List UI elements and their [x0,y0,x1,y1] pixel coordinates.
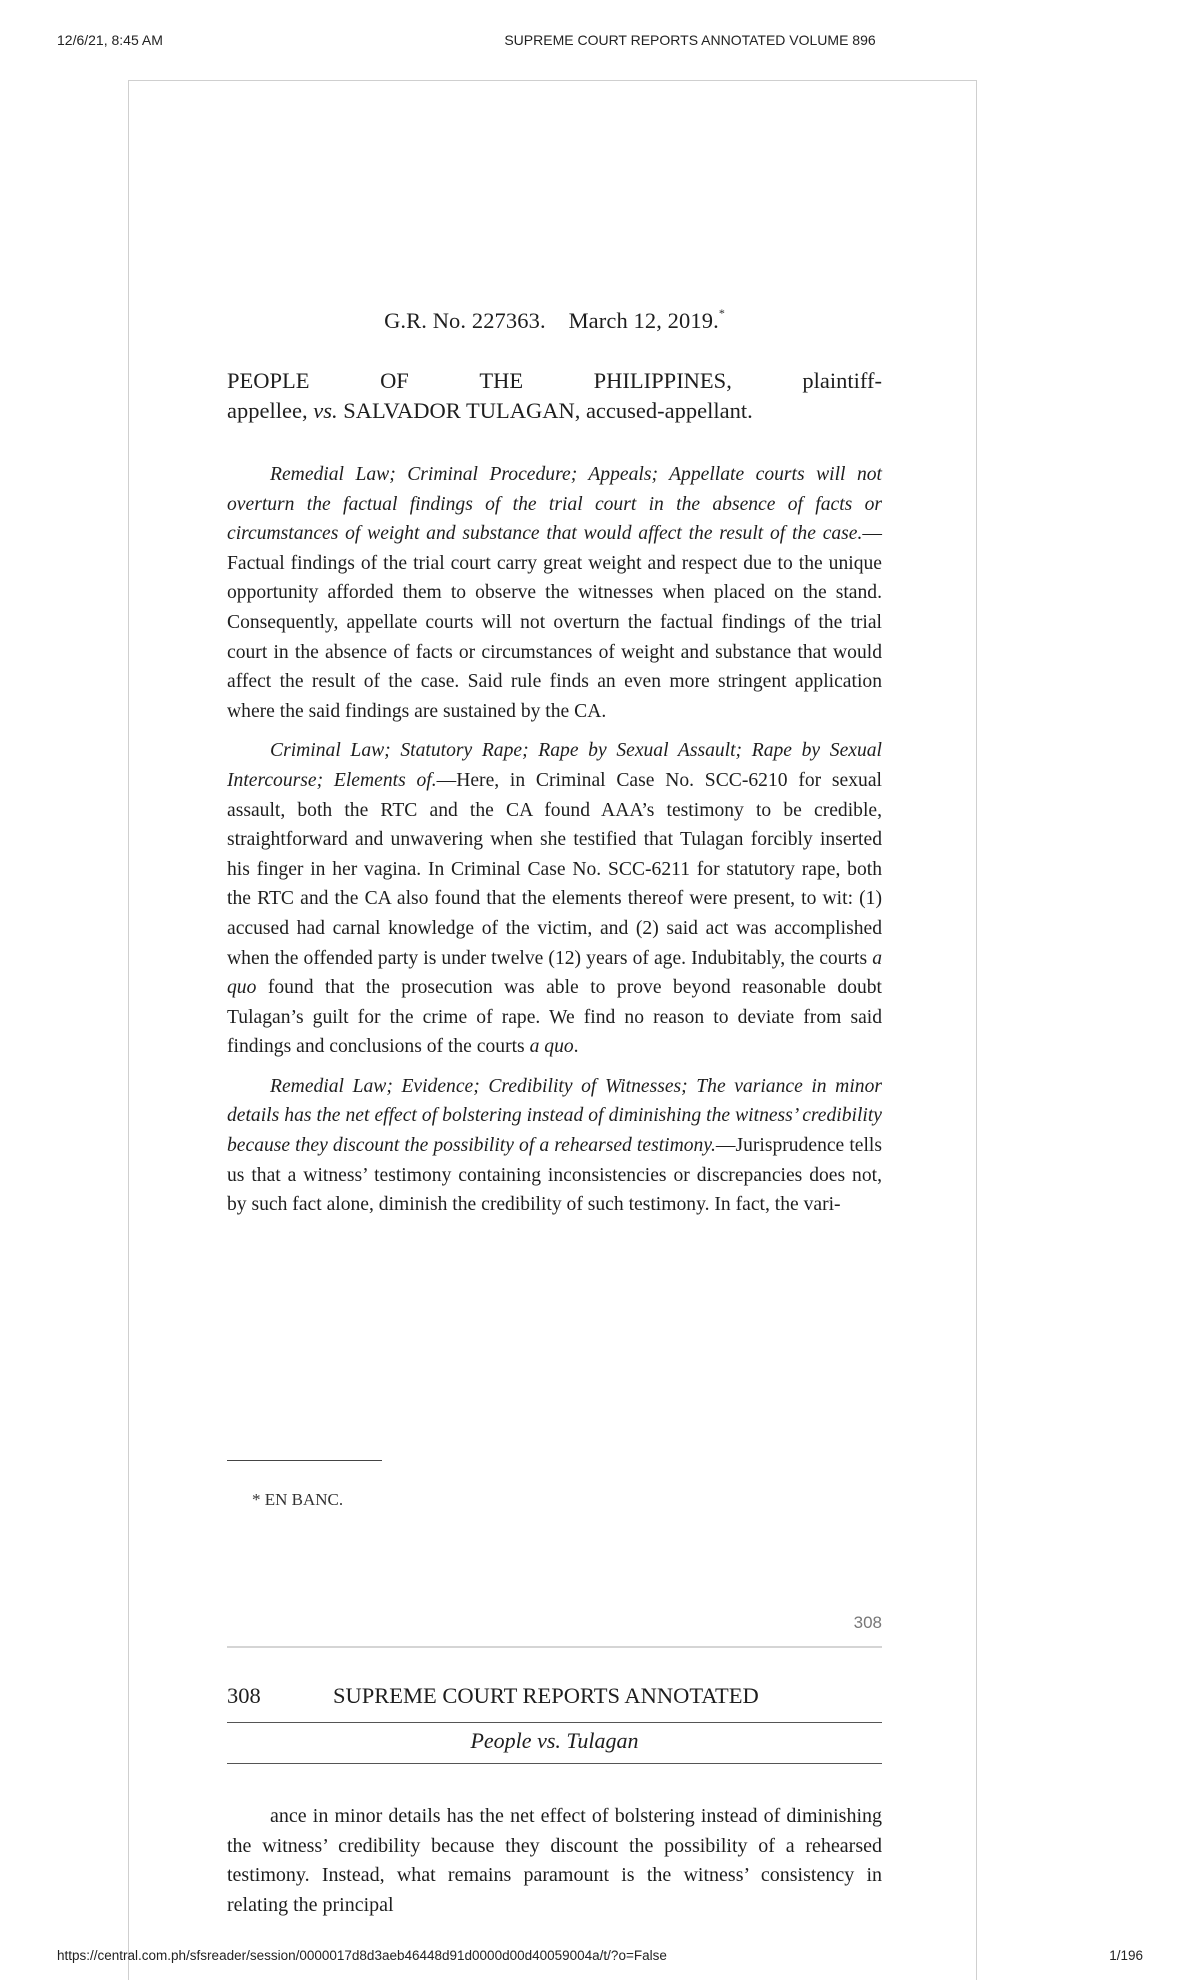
body-continuation [227,1802,882,1920]
subtitle-party-a: People [470,1728,532,1753]
running-head-subtitle [227,1728,882,1754]
print-title: SUPREME COURT REPORTS ANNOTATED VOLUME 896 [504,32,876,48]
parties-word: PHILIPPINES, [593,368,732,393]
parties-appellant: SALVADOR TULAGAN, accused-appellant. [337,398,753,423]
case-number: G.R. No. 227363. [384,308,546,333]
print-url: https://central.com.ph/sfsreader/session/0000017d8d3aeb46448d91d0000d00d40059004a/t/?o=False [57,1948,667,1963]
syllabus-headnote: Remedial Law; Criminal Procedure; Appeals; Appellate courts will not overturn the factual findings of the trial court in the absence of facts or circumstances of weight and substance that would affect the result of the case. [227,464,882,545]
case-parties [227,366,882,426]
case-date: March 12, 2019. [568,308,719,333]
running-head-rule [227,1763,882,1764]
parties-word: THE [479,368,524,393]
parties-word: PEOPLE [227,368,310,393]
footnote-divider [227,1460,382,1461]
syllabus-italic: a quo [529,1036,574,1058]
print-footer [0,1948,1200,1972]
syllabus-text: —Here, in Criminal Case No. SCC-6210 for sexual assault, both the RTC and the CA found AAA’s testimony to be credible, straightforward and unwavering when she testified that Tulagan forcibly inserted his finger in her vagina. In Criminal Case No. SCC-6211 for statutory rape, both the RTC and the CA also found that the elements thereof were present, to wit: (1) accused had carnal knowledge of the victim, and (2) said act was accomplished when the offended party is under twelve (12) years of age. Indubitably, the courts [227,769,882,969]
footnote: * EN BANC. [252,1490,344,1509]
syllabus-section [227,460,882,1230]
running-head-rule [227,1722,882,1723]
footnote-mark: * [718,306,725,320]
syllabus-paragraph [227,1072,882,1220]
syllabus-headnote: Criminal Law; Statutory Rape; Rape by Sexual Assault; Rape by Sexual Intercourse; Elements of. [227,740,882,791]
syllabus-headnote: Remedial Law; Evidence; Credibility of Witnesses; The variance in minor details has the net effect of bolstering instead of diminishing the witness’ credibility because they discount the possibility of a rehearsed testimony. [227,1075,882,1157]
syllabus-text: —Jurisprudence tells us that a witness’ testimony containing inconsistencies or discrepancies does not, by such fact alone, diminish the credibility of such testimony. In fact, the vari- [227,1135,882,1216]
parties-vs: vs. [313,398,338,423]
syllabus-paragraph [227,460,882,726]
syllabus-italic: a quo [227,947,882,999]
syllabus-text: —Factual findings of the trial court carry great weight and respect due to the unique opportunity afforded them to observe the witnesses when placed on the stand. Consequently, appellate courts will not overturn the factual findings of the trial court in the absence of facts or circumstances of weight and substance that would affect the result of the case. Said rule finds an even more stringent application where the said findings are sustained by the CA. [227,523,882,722]
page-marker: 308 [853,1613,882,1632]
parties-appellee: appellee, [227,398,314,423]
parties-word: OF [380,368,409,393]
print-header [0,32,1200,56]
subtitle-vs: vs. [537,1728,561,1753]
case-number-line [227,308,882,334]
running-head-page-number: 308 [227,1683,261,1708]
running-head-title: SUPREME COURT REPORTS ANNOTATED [333,1683,759,1708]
print-page-count: 1/196 [1109,1948,1143,1963]
parties-word: plaintiff- [802,368,882,393]
syllabus-paragraph [227,736,882,1062]
page-break-divider [227,1646,882,1648]
print-datetime: 12/6/21, 8:45 AM [57,32,163,48]
subtitle-party-b: Tulagan [566,1728,639,1753]
syllabus-text: . [573,1036,579,1058]
body-paragraph: ance in minor details has the net effect of bolstering instead of diminishing the witness’ credibility because they discount the possibility of a rehearsed testimony. Instead, what remains paramount is the witness’ consistency in relating the principal [227,1805,882,1916]
syllabus-text: found that the prosecution was able to prove beyond reasonable doubt Tulagan’s guilt for the crime of rape. We find no reason to deviate from said findings and conclusions of the courts [227,977,882,1058]
